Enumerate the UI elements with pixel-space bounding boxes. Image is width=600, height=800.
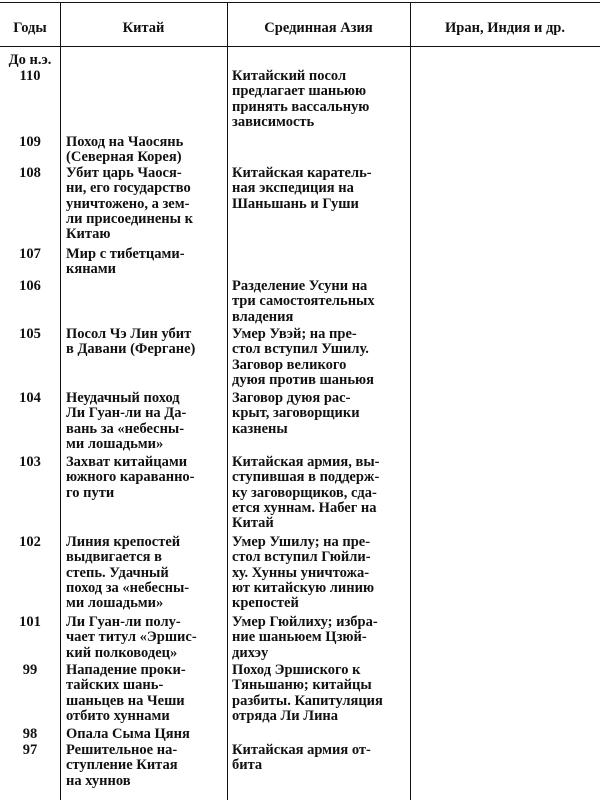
year-cell: 98 <box>22 726 38 742</box>
year-cell: 108 <box>19 165 41 181</box>
year-cell: 105 <box>19 326 41 342</box>
year-cell: 101 <box>19 614 41 630</box>
year-cell: 110 <box>19 68 41 84</box>
header-bottom-border <box>0 46 600 47</box>
china-event: Ли Гуан-ли полу- чает титул «Эршис- кий полководец» <box>66 614 197 661</box>
central-asia-event: Заговор дуюя рас- крыт, заговорщики казнены <box>232 390 360 437</box>
year-cell: 106 <box>19 278 41 294</box>
year-cell: 97 <box>22 742 38 758</box>
header-years: Годы <box>13 20 47 36</box>
china-event: Опала Сыма Цяня <box>66 726 190 742</box>
year-cell: 99 <box>22 662 38 678</box>
header-central-asia: Срединная Азия <box>264 20 373 36</box>
central-asia-event: Китайский посол предлагает шаньюю принять вассальную зависимость <box>232 68 370 130</box>
china-event: Неудачный поход Ли Гуан-ли на Да- вань за «небесны- ми лошадьми» <box>66 390 187 452</box>
china-event: Убит царь Чаося- ни, его государство уничтожено, а зем- ли присоединены к Китаю <box>66 165 193 243</box>
china-event: Поход на Чаосянь (Северная Корея) <box>66 134 184 166</box>
era-label: До н.э. <box>8 52 52 68</box>
china-event: Мир с тибетцами- кянами <box>66 246 185 278</box>
column-divider <box>60 2 61 800</box>
china-event: Линия крепостей выдвигается в степь. Удачный поход за «небесны- ми лошадьми» <box>66 534 190 612</box>
china-event: Решительное на- ступление Китая на хуннов <box>66 742 178 789</box>
year-cell: 102 <box>19 534 41 550</box>
year-cell: 109 <box>19 134 41 150</box>
central-asia-event: Умер Ушилу; на пре- стол вступил Гюйли- ху. Хунны уничтожа- ют китайскую линию крепостей <box>232 534 375 612</box>
central-asia-event: Умер Гюйлиху; избра- ние шаньюем Цзюй- дихэу <box>232 614 378 661</box>
central-asia-event: Китайская каратель- ная экспедиция на Шаньшань и Гуши <box>232 165 372 212</box>
header-iran-india: Иран, Индия и др. <box>445 20 565 36</box>
year-cell: 103 <box>19 454 41 470</box>
china-event: Захват китайцами южного караванно- го пути <box>66 454 195 501</box>
table-top-border <box>0 2 600 3</box>
year-cell: 104 <box>19 390 41 406</box>
central-asia-event: Китайская армия от- бита <box>232 742 371 774</box>
central-asia-event: Разделение Усуни на три самостоятельных владения <box>232 278 375 325</box>
central-asia-event: Китайская армия, вы- ступившая в поддерж- ку заговорщиков, сда- ется хуннам. Набег на Китай <box>232 454 380 532</box>
column-divider <box>410 2 411 800</box>
year-cell: 107 <box>19 246 41 262</box>
column-divider <box>227 2 228 800</box>
central-asia-event: Умер Увэй; на пре- стол вступил Ушилу. Заговор великого дуюя против шаньюя <box>232 326 374 388</box>
china-event: Нападение прoки- тайских шань- шаньцев на Чеши отбито хуннами <box>66 662 186 724</box>
central-asia-event: Поход Эршиского к Тяньшаню; китайцы разбиты. Капитуляция отряда Ли Лина <box>232 662 383 724</box>
china-event: Посол Чэ Лин убит в Давани (Фергане) <box>66 326 196 358</box>
header-china: Китай <box>122 20 165 36</box>
